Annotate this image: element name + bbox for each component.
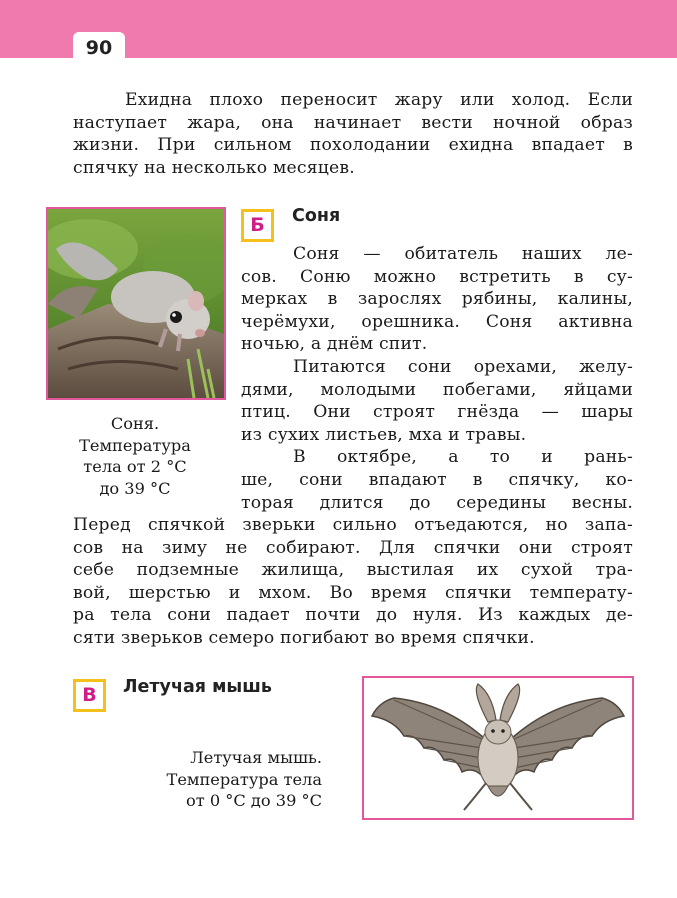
section-title-dormouse: Соня	[292, 206, 341, 226]
dormouse-caption	[60, 413, 210, 499]
text-line: сов. Соню можно встретить в су-	[241, 266, 633, 287]
caption-line: до 39 °С	[99, 478, 171, 498]
page-number: 90	[73, 32, 125, 62]
caption-line: тела от 2 °С	[83, 457, 187, 476]
section-letter-v: В	[73, 679, 106, 712]
text-line: Питаются сони орехами, желу-	[293, 356, 633, 377]
text-line: себе подземные жилища, выстилая их сухой тра-	[73, 560, 633, 581]
bat-photo	[362, 676, 634, 820]
text-line: Соня — обитатель наших ле-	[293, 244, 633, 264]
text-line: ночью, а днём спит.	[241, 334, 428, 355]
text-line: мерках в зарослях рябины, калины,	[241, 289, 633, 310]
text-line: В октябре, а то и рань-	[293, 447, 633, 468]
text-line: птиц. Они строят гнёзда — шары	[241, 402, 633, 423]
caption-line: Летучая мышь.	[190, 748, 322, 767]
text-line: ра тела сони падает почти до нуля. Из каждых де-	[73, 605, 633, 626]
text-line: черёмухи, орешника. Соня активна	[241, 311, 633, 332]
text-line: вой, шерстью и мхом. Во время спячки температу-	[73, 582, 633, 603]
text-line: Перед спячкой зверьки сильно отъедаются, но запа-	[73, 515, 633, 535]
text-line: торая длится до середины весны.	[241, 492, 633, 513]
text-line: ше, сони впадают в спячку, ко-	[241, 469, 633, 490]
dormouse-photo	[46, 207, 226, 400]
caption-line: Соня.	[110, 414, 160, 433]
text-line: наступает жара, она начинает вести ночной образ	[73, 112, 633, 133]
caption-line: от 0 °С до 39 °С	[186, 791, 322, 810]
bat-image	[364, 678, 632, 818]
caption-line: Температура	[79, 435, 191, 455]
text-line: жизни. При сильном похолодании ехидна впадает в	[73, 135, 633, 156]
text-line: сяти зверьков семеро погибают во время спячки.	[73, 627, 535, 648]
text-line: спячку на несколько месяцев.	[73, 157, 355, 178]
intro-paragraph	[73, 89, 633, 179]
dormouse-image	[48, 209, 224, 398]
section-letter-b: Б	[241, 209, 274, 242]
dormouse-full-text	[73, 514, 633, 650]
caption-line: Температура тела	[166, 769, 322, 789]
text-line: дями, молодыми побегами, яйцами	[241, 379, 633, 400]
dormouse-column-text	[241, 243, 633, 514]
text-line: сов на зиму не собирают. Для спячки они строят	[73, 537, 633, 558]
text-line: из сухих листьев, мха и травы.	[241, 424, 527, 445]
bat-caption	[130, 747, 322, 812]
section-title-bat: Летучая мышь	[123, 677, 272, 697]
text-line: Ехидна плохо переносит жару или холод. Если	[125, 90, 633, 110]
